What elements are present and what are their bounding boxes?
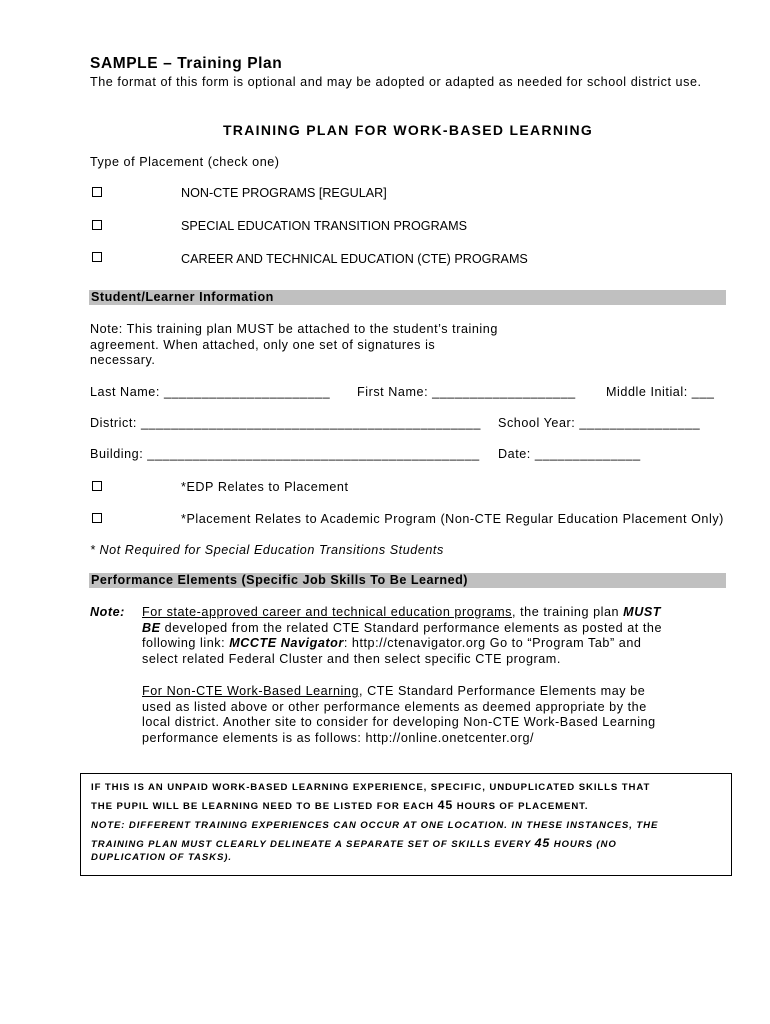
document-title: SAMPLE – Training Plan xyxy=(90,55,283,72)
first-name-field[interactable]: First Name: ___________________ xyxy=(357,385,576,399)
checkbox-non-cte[interactable] xyxy=(92,187,102,197)
unpaid-notice-box xyxy=(80,773,732,876)
performance-note-label: Note: xyxy=(90,605,125,619)
option-non-cte-label: NON-CTE PROGRAMS [REGULAR] xyxy=(181,186,387,200)
notice-line-4: TRAINING PLAN MUST CLEARLY DELINEATE A SEPARATE SET OF SKILLS EVERY 45 HOURS (NO xyxy=(91,836,617,850)
middle-initial-field[interactable]: Middle Initial: ___ xyxy=(606,385,715,399)
student-section-title: Student/Learner Information xyxy=(91,290,274,304)
performance-paragraph-2: For Non-CTE Work-Based Learning, CTE Standard Performance Elements may be used as listed above or other performance elements as deemed appropriate by the local district. Another site to consider for developing Non-CTE Work-Based Learning performance elements is as follows: http://online.onetcenter.org/ xyxy=(142,684,656,746)
last-name-field[interactable]: Last Name: ______________________ xyxy=(90,385,331,399)
form-heading: TRAINING PLAN FOR WORK-BASED LEARNING xyxy=(222,122,594,138)
placement-prompt: Type of Placement (check one) xyxy=(90,155,280,169)
notice-line-3: NOTE: DIFFERENT TRAINING EXPERIENCES CAN OCCUR AT ONE LOCATION. IN THESE INSTANCES, THE xyxy=(91,820,659,831)
checkbox-special-ed[interactable] xyxy=(92,220,102,230)
document-subtitle: The format of this form is optional and may be adopted or adapted as needed for school district use. xyxy=(90,75,702,89)
footnote: * Not Required for Special Education Transitions Students xyxy=(90,543,444,557)
placement-relates-label: *Placement Relates to Academic Program (Non-CTE Regular Education Placement Only) xyxy=(181,512,724,526)
district-field[interactable]: District: _____________________________________________ xyxy=(90,416,481,430)
school-year-field[interactable]: School Year: ________________ xyxy=(498,416,701,430)
option-special-ed-label: SPECIAL EDUCATION TRANSITION PROGRAMS xyxy=(181,219,467,233)
checkbox-edp-relates[interactable] xyxy=(92,481,102,491)
edp-relates-label: *EDP Relates to Placement xyxy=(181,480,349,494)
option-cte-label: CAREER AND TECHNICAL EDUCATION (CTE) PROGRAMS xyxy=(181,252,528,266)
notice-line-2: THE PUPIL WILL BE LEARNING NEED TO BE LISTED FOR EACH 45 HOURS OF PLACEMENT. xyxy=(91,798,589,812)
building-field[interactable]: Building: ____________________________________________ xyxy=(90,447,480,461)
checkbox-placement-relates[interactable] xyxy=(92,513,102,523)
notice-line-1: IF THIS IS AN UNPAID WORK-BASED LEARNING EXPERIENCE, SPECIFIC, UNDUPLICATED SKILLS THAT xyxy=(91,782,651,793)
student-section-header xyxy=(89,290,726,305)
student-note: Note: This training plan MUST be attached to the student’s training agreement. When attached, only one set of signatures is necessary. xyxy=(90,322,498,368)
date-field[interactable]: Date: ______________ xyxy=(498,447,641,461)
notice-line-5: DUPLICATION OF TASKS). xyxy=(91,852,232,863)
performance-section-header xyxy=(89,573,726,588)
performance-paragraph-1: For state-approved career and technical education programs, the training plan MUST BE developed from the related CTE Standard performance elements as posted at the following link: MCCTE Navigator: http://ctenavigator.org Go to “Program Tab” and select related Federal Cluster and then select specific CTE program. xyxy=(142,605,663,667)
checkbox-cte[interactable] xyxy=(92,252,102,262)
performance-section-title: Performance Elements (Specific Job Skills To Be Learned) xyxy=(91,573,469,587)
mccte-navigator-link[interactable]: MCCTE Navigator xyxy=(229,636,344,651)
